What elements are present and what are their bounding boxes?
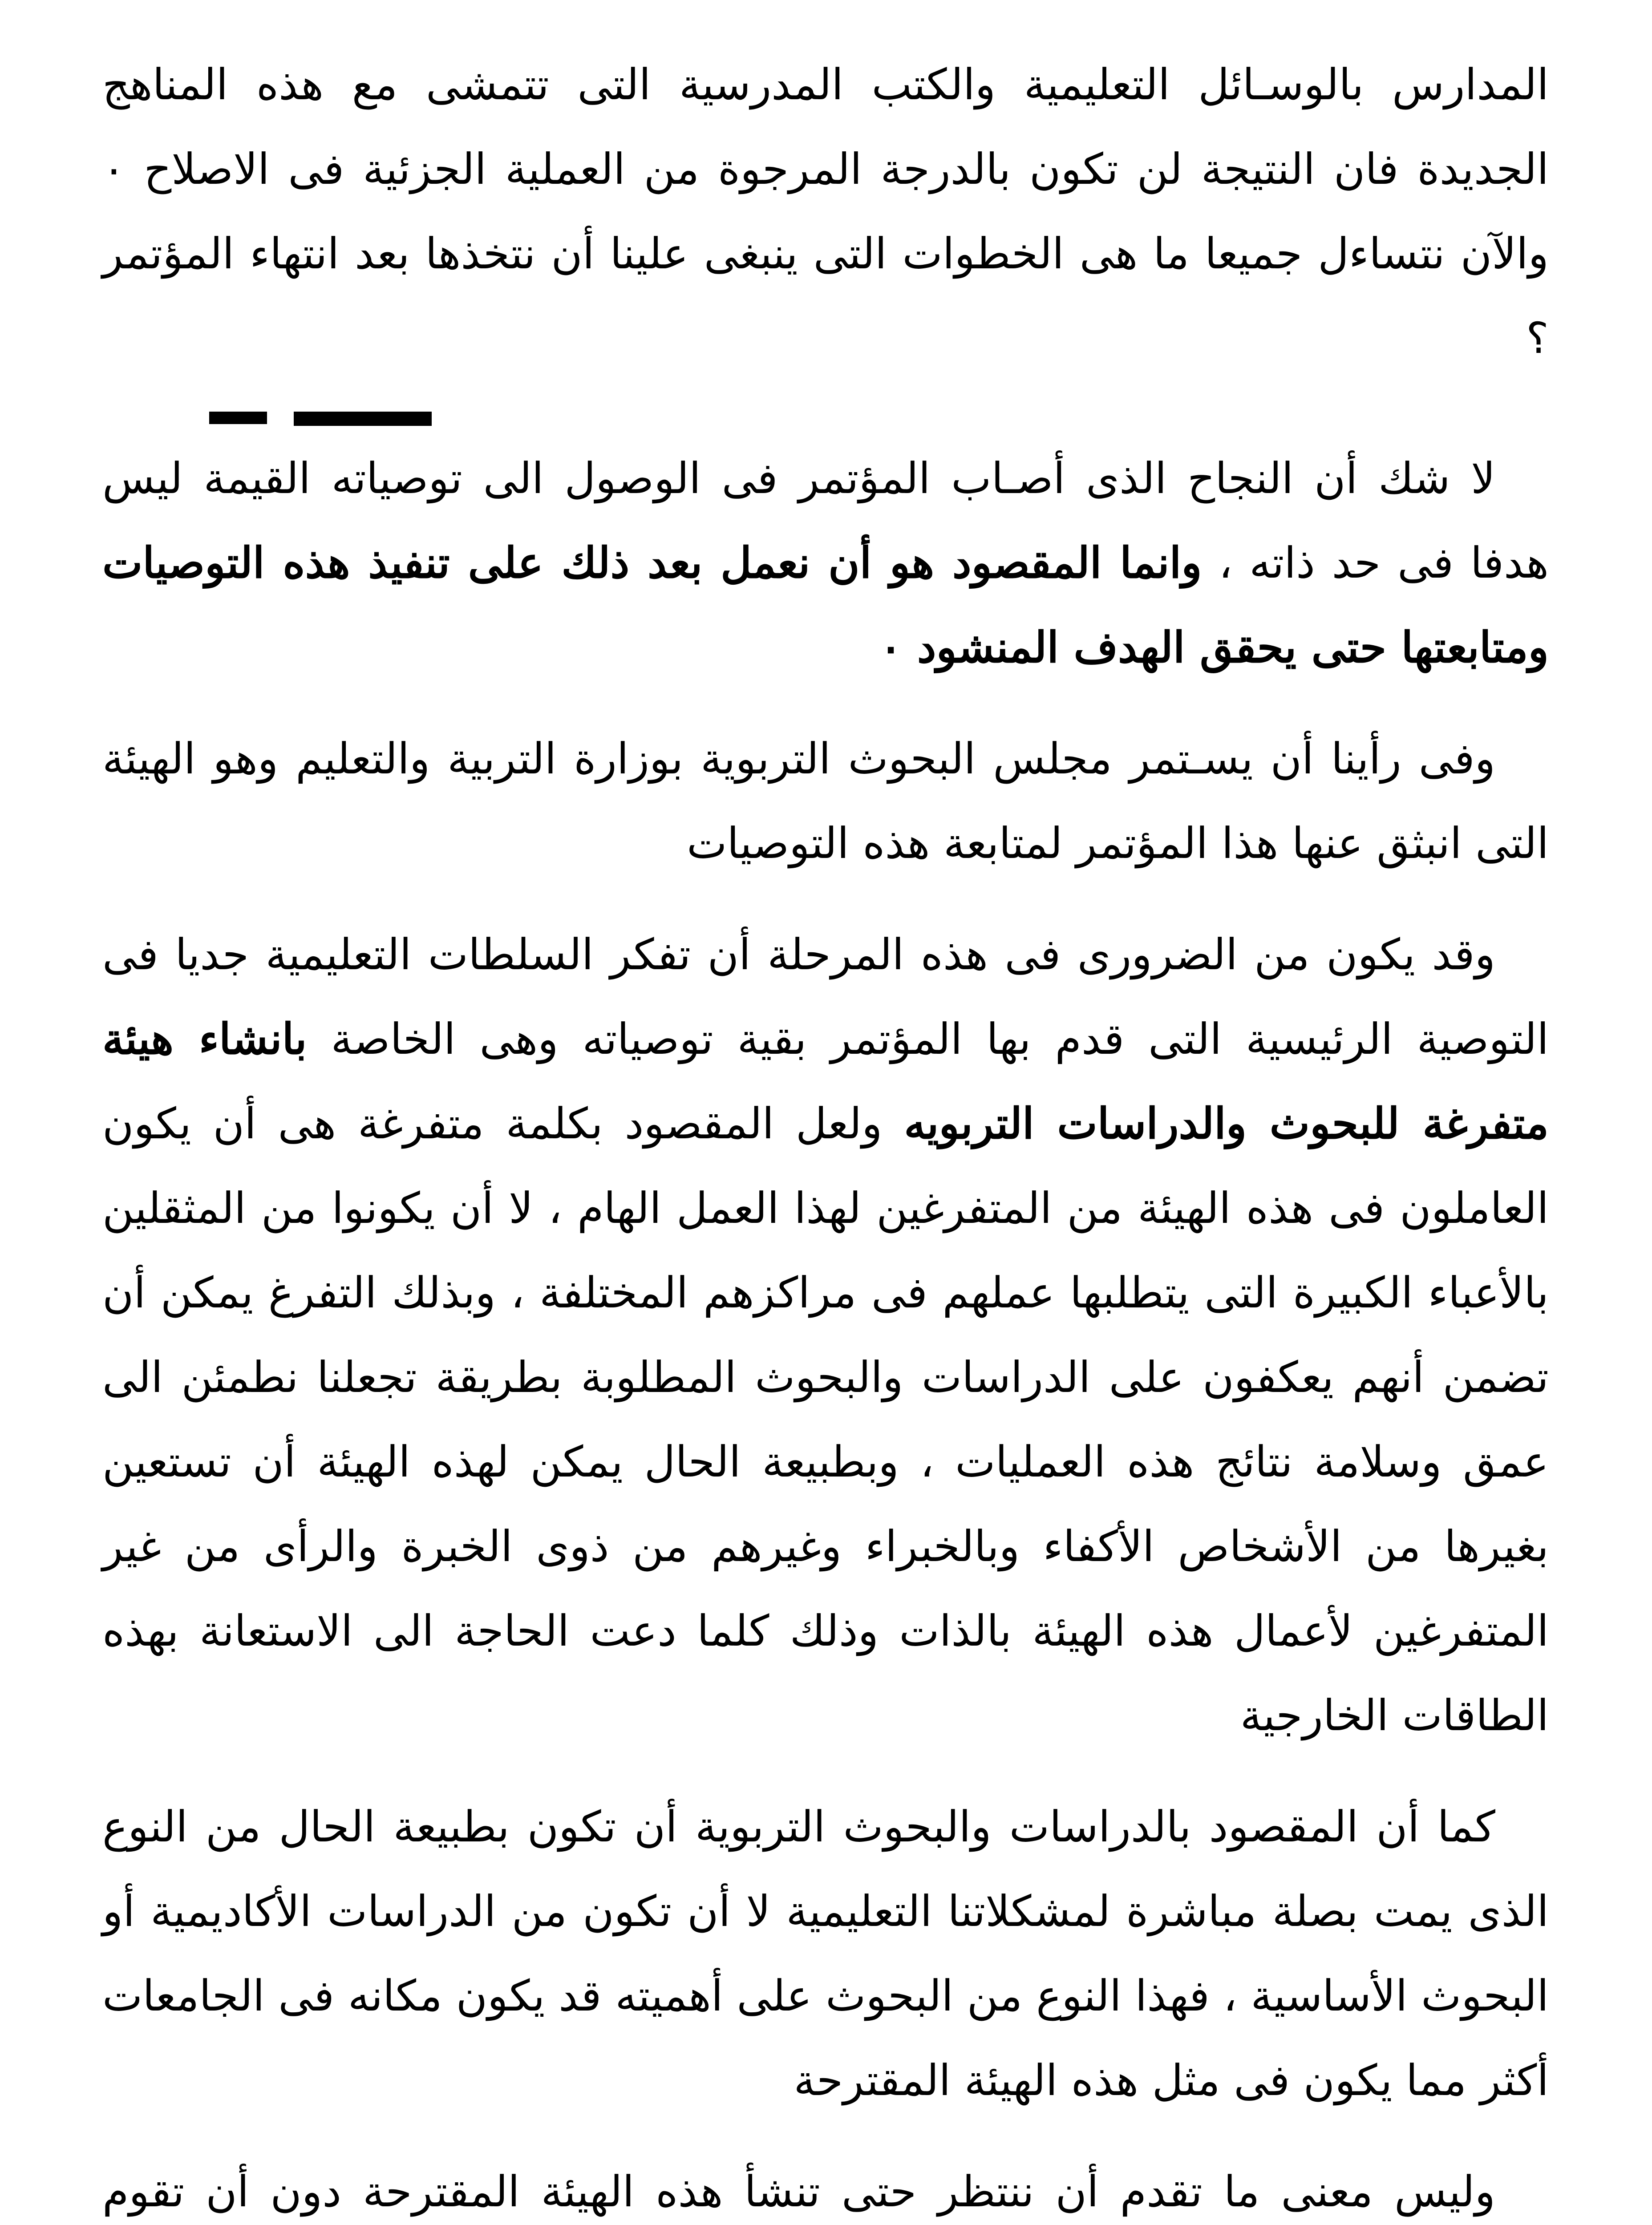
paragraph-4-text-start: وقد يكون من الضرورى فى هذه المرحلة أن تفكر السلطات التعليمية جديا فى التوصية الرئيسية التى قدم بها المؤتمر بقية توصياته وهى الخاصة bbox=[102, 930, 1549, 1064]
paragraph-5 bbox=[102, 1784, 1549, 2123]
paragraph-1-text: المدارس بالوسـائل التعليمية والكتب المدرسية التى تتمشى مع هذه المناهج الجديدة فان النتيجة لن تكون بالدرجة المرجوة من العملية الجزئية فى الاصلاح ٠ والآن نتساءل جميعا ما هى الخطوات التى ينبغى علينا أن نتخذها بعد انتهاء المؤتمر ؟ bbox=[102, 60, 1549, 363]
paragraph-5-text: كما أن المقصود بالدراسات والبحوث التربوية أن تكون بطبيعة الحال من النوع الذى يمت بصلة مباشرة لمشكلاتنا التعليمية لا أن تكون من الدراسات الأكاديمية أو البحوث الأساسية ، فهذا النوع من البحوث على أهميته قد يكون مكانه فى الجامعات أكثر مما يكون فى مثل هذه الهيئة المقترحة bbox=[102, 1802, 1549, 2105]
paragraph-3-text: وفى رأينا أن يسـتمر مجلس البحوث التربوية بوزارة التربية والتعليم وهو الهيئة التى انبثق عنها هذا المؤتمر لمتابعة هذه التوصيات bbox=[102, 734, 1549, 868]
paragraph-3 bbox=[102, 716, 1549, 886]
paragraph-1 bbox=[102, 42, 1549, 380]
paragraph-2-text: لا شك أن النجاح الذى أصـاب المؤتمر فى الوصول الى توصياته القيمة ليس هدفا فى حد ذاته ، bbox=[102, 453, 1549, 588]
paragraph-2-emphasis: وانما المقصود هو أن نعمل بعد ذلك على تنفيذ هذه التوصيات ومتابعتها حتى يحقق الهدف المنشود ٠ bbox=[102, 538, 1549, 672]
scan-artifact-marks bbox=[102, 407, 1549, 427]
paragraph-4 bbox=[102, 912, 1549, 1758]
body-text bbox=[102, 42, 1549, 2225]
paragraph-4-text-end: ولعل المقصود بكلمة متفرغة هى أن يكون العاملون فى هذه الهيئة من المتفرغين لهذا العمل الهام ، لا أن يكونوا من المثقلين بالأعباء الكبيرة التى يتطلبها عملهم فى مراكزهم المختلفة ، وبذلك التفرغ يمكن أن تضمن أنهم يعكفون على الدراسات والبحوث المطلوبة بطريقة تجعلنا نطمئن الى عمق وسلامة نتائج هذه العمليات ، وبطبيعة الحال يمكن لهذه الهيئة أن تستعين بغيرها من الأشخاص الأكفاء وبالخبراء وغيرهم من ذوى الخبرة والرأى من غير المتفرغين لأعمال هذه الهيئة بالذات وذلك كلما دعت الحاجة الى الاستعانة بهذه الطاقات الخارجية bbox=[102, 1099, 1549, 1740]
paragraph-2 bbox=[102, 436, 1549, 690]
paragraph-6 bbox=[102, 2149, 1549, 2225]
paragraph-4-emphasis: بانشاء هيئة متفرغة للبحوث والدراسات التربويه bbox=[102, 1014, 1549, 1149]
paragraph-6-text: وليس معنى ما تقدم أن ننتظر حتى تنشأ هذه الهيئة المقترحة دون أن تقوم bbox=[102, 2167, 1495, 2217]
